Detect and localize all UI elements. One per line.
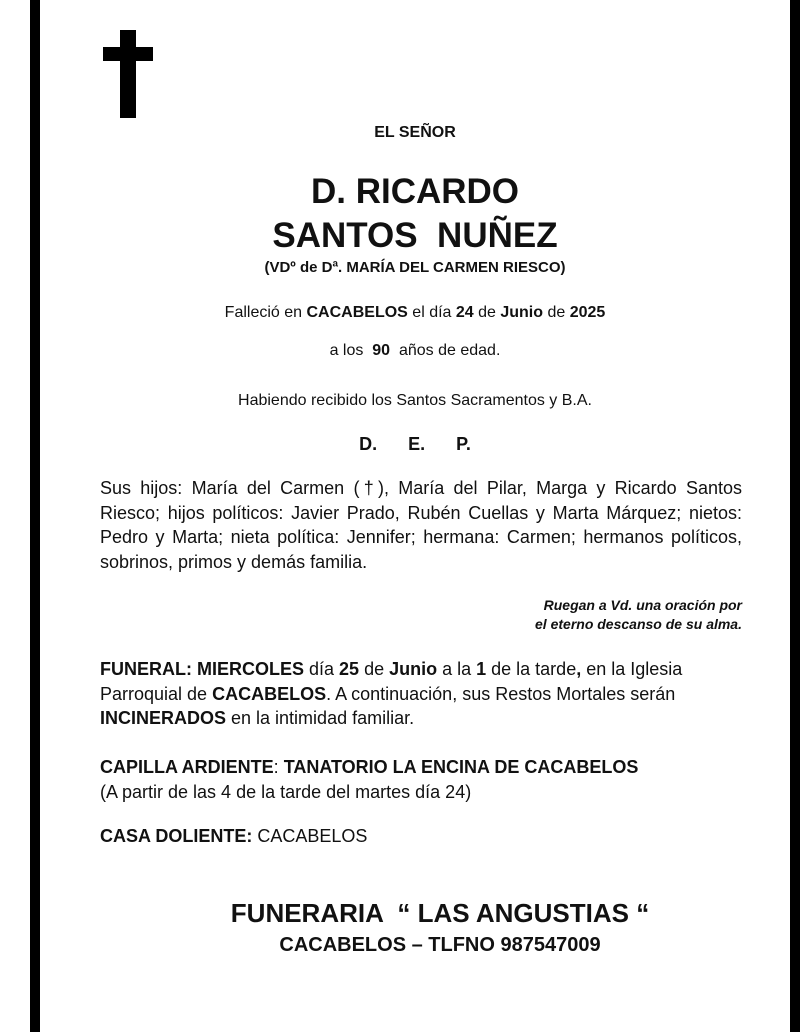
funeral-text: a la <box>437 659 477 679</box>
left-border <box>30 0 40 1032</box>
header-title: EL SEÑOR <box>374 124 456 141</box>
death-text: de <box>473 304 501 321</box>
age-value: 90 <box>372 342 391 359</box>
death-text: Falleció en <box>224 304 307 321</box>
funeral-day: 25 <box>339 659 360 679</box>
prayer-request <box>400 596 742 634</box>
death-text: de <box>543 304 570 321</box>
sacraments-note: Habiendo recibido los Santos Sacramentos y B.A. <box>238 392 592 409</box>
funeral-text: de la tarde <box>486 659 577 679</box>
death-month: Junio <box>500 304 544 321</box>
death-year: 2025 <box>569 304 606 321</box>
chapel-details <box>100 755 745 804</box>
widower-of: (VDº de Dª. MARÍA DEL CARMEN RIESCO) <box>264 259 566 276</box>
death-text: el día <box>407 304 456 321</box>
age-text: a los <box>329 342 368 359</box>
funeral-home-contact: CACABELOS – TLFNO 987547009 <box>279 934 601 956</box>
family-list: Sus hijos: María del Carmen (†), María del Pilar, Marga y Ricardo Santos Riesco; hijos políticos: Javier Prado, Rubén Cuellas y Marta Márquez; nietos: Pedro y Marta; nieta política: Jennifer; hermana: Carmen; hermanos políticos, sobrinos, primos y demás familia. <box>100 478 742 572</box>
right-border <box>790 0 800 1032</box>
funeral-label: FUNERAL: MIERCOLES <box>100 659 304 679</box>
funeral-text: en la Iglesia Parroquial de <box>100 659 688 704</box>
house-details <box>100 826 745 847</box>
death-info <box>40 304 790 322</box>
funeral-text: en la intimidad familiar. <box>226 708 415 728</box>
prayer-line-2: el eterno descanso de su alma. <box>535 616 742 632</box>
chapel-note: (A partir de las 4 de la tarde del martes día 24) <box>100 781 472 802</box>
funeral-place: CACABELOS <box>212 683 327 704</box>
age-info <box>40 342 790 360</box>
funeral-hour: 1 <box>476 659 487 679</box>
prayer-line-1: Ruegan a Vd. una oración por <box>543 597 742 613</box>
funeral-cremation: INCINERADOS <box>100 708 227 728</box>
house-place: CACABELOS <box>252 826 368 846</box>
chapel-separator: : <box>273 757 284 777</box>
death-place: CACABELOS <box>306 304 408 321</box>
funeral-text: día <box>304 659 340 679</box>
funeral-home-name: FUNERARIA “ LAS ANGUSTIAS “ <box>230 898 650 928</box>
funeral-details <box>100 657 745 731</box>
deceased-name <box>40 170 790 258</box>
chapel-label: CAPILLA ARDIENTE <box>100 757 274 777</box>
house-label: CASA DOLIENTE: <box>100 826 253 846</box>
name-line-2: SANTOS NUÑEZ <box>272 216 558 255</box>
dep-heading: D. E. P. <box>359 434 471 454</box>
age-text: años de edad. <box>394 342 501 359</box>
funeral-text: de <box>359 659 390 679</box>
funeral-month: Junio <box>389 659 438 679</box>
death-day: 24 <box>455 304 474 321</box>
name-line-1: D. RICARDO <box>310 172 520 211</box>
cross-icon <box>103 30 153 118</box>
chapel-place: TANATORIO LA ENCINA DE CACABELOS <box>283 757 639 777</box>
funeral-comma: , <box>576 659 582 679</box>
funeral-text: . A continuación, sus Restos Mortales serán <box>326 683 681 704</box>
